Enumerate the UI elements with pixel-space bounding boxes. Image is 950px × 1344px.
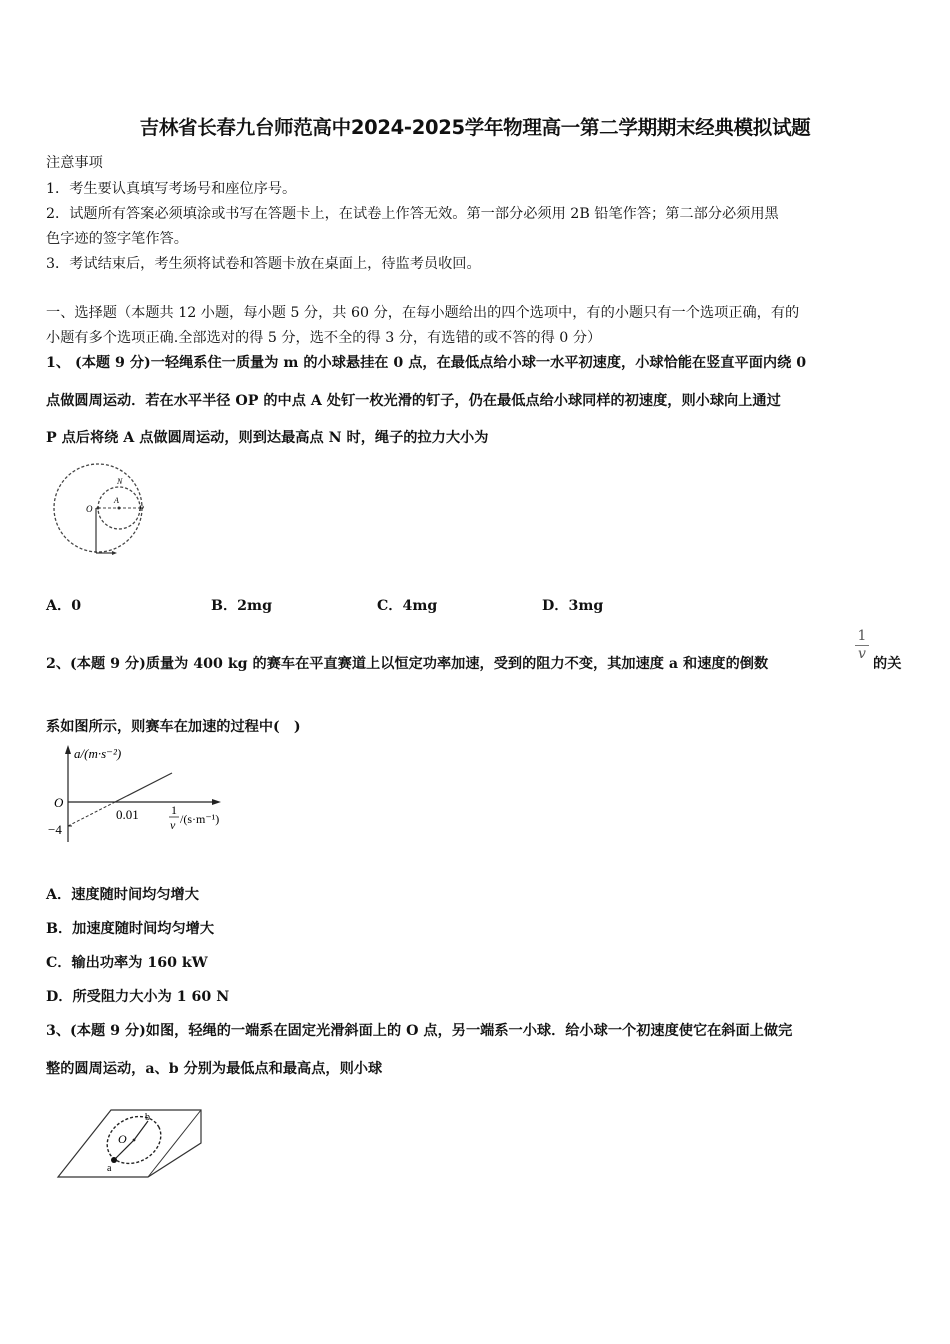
notice-heading: 注意事项 — [46, 155, 103, 171]
question-1-text: 点做圆周运动．若在水平半径 OP 的中点 A 处钉一枚光滑的钉子，仍在最低点给小球同样的初速度，则小球向上通过 — [46, 393, 781, 409]
q2-option-d[interactable]: D．所受阻力大小为 1 60 N — [46, 989, 230, 1005]
question-3-text: 3、(本题 9 分)如图，轻绳的一端系在固定光滑斜面上的 O 点，另一端系一小球．给小球一个初速度使它在斜面上做完 — [46, 1023, 793, 1039]
notice-item: 色字迹的签字笔作答。 — [46, 231, 188, 247]
q2-option-a[interactable]: A．速度随时间均匀增大 — [46, 887, 199, 903]
q1-option-b[interactable]: B．2mg — [211, 598, 272, 614]
graph-ylabel: a/(m·s⁻²) — [74, 746, 122, 761]
graph-xlabel-num: 1 — [171, 803, 177, 817]
notice-item: 1．考生要认真填写考场号和座位序号。 — [46, 181, 297, 197]
question-2-text: 系如图所示，则赛车在加速的过程中( ) — [46, 719, 301, 735]
label-o: O — [86, 504, 93, 514]
notice-item: 2．试题所有答案必须填涂或书写在答题卡上，在试卷上作答无效。第一部分必须用 2B 铅笔作答；第二部分必须用黑 — [46, 206, 779, 222]
label-b: b — [145, 1112, 150, 1123]
question-3-text: 整的圆周运动，a、b 分别为最低点和最高点，则小球 — [46, 1061, 383, 1077]
graph-origin: O — [54, 795, 64, 810]
section-heading: 小题有多个选项正确.全部选对的得 5 分，选不全的得 3 分，有选错的或不答的得 0 分） — [46, 330, 602, 346]
label-a: a — [107, 1163, 112, 1174]
q2-option-b[interactable]: B．加速度随时间均匀增大 — [46, 921, 215, 937]
section-heading: 一、选择题（本题共 12 小题，每小题 5 分，共 60 分，在每小题给出的四个选项中，有的小题只有一个选项正确，有的 — [46, 305, 800, 321]
label-p: P — [139, 504, 144, 513]
fraction-1-over-v: $\frac{1}{v}$ — [855, 628, 869, 663]
question-3-figure — [56, 1105, 208, 1180]
question-2-text: 2、(本题 9 分)质量为 400 kg 的赛车在平直赛道上以恒定功率加速，受到的阻力不变，其加速度 a 和速度的倒数 — [46, 656, 769, 672]
page-title: 吉林省长春九台师范高中2024-2025学年物理高一第二学期期末经典模拟试题 — [139, 116, 811, 139]
label-o: O — [118, 1132, 127, 1146]
label-a: A — [114, 496, 119, 505]
graph-xlabel-unit: /(s·m⁻¹) — [180, 812, 220, 826]
notice-item: 3．考试结束后，考生须将试卷和答题卡放在桌面上，待监考员收回。 — [46, 256, 481, 272]
q1-option-c[interactable]: C．4mg — [377, 598, 438, 614]
question-1-text: 1、 (本题 9 分)一轻绳系住一质量为 m 的小球悬挂在 0 点，在最低点给小球一水平初速度，小球恰能在竖直平面内绕 0 — [46, 355, 807, 371]
label-n: N — [117, 477, 123, 486]
q1-option-a[interactable]: A．0 — [46, 598, 82, 614]
q2-option-c[interactable]: C．输出功率为 160 kW — [46, 955, 208, 971]
q1-option-d[interactable]: D．3mg — [542, 598, 604, 614]
graph-y-intercept: −4 — [48, 822, 62, 837]
question-2-text-tail: 的关 — [873, 656, 902, 672]
graph-x-tick: 0.01 — [116, 807, 139, 822]
question-1-figure — [46, 455, 156, 565]
question-1-text: P 点后将绕 A 点做圆周运动，则到达最高点 N 时，绳子的拉力大小为 — [46, 430, 489, 446]
graph-xlabel-den: v — [170, 818, 176, 832]
question-2-graph — [46, 742, 246, 847]
